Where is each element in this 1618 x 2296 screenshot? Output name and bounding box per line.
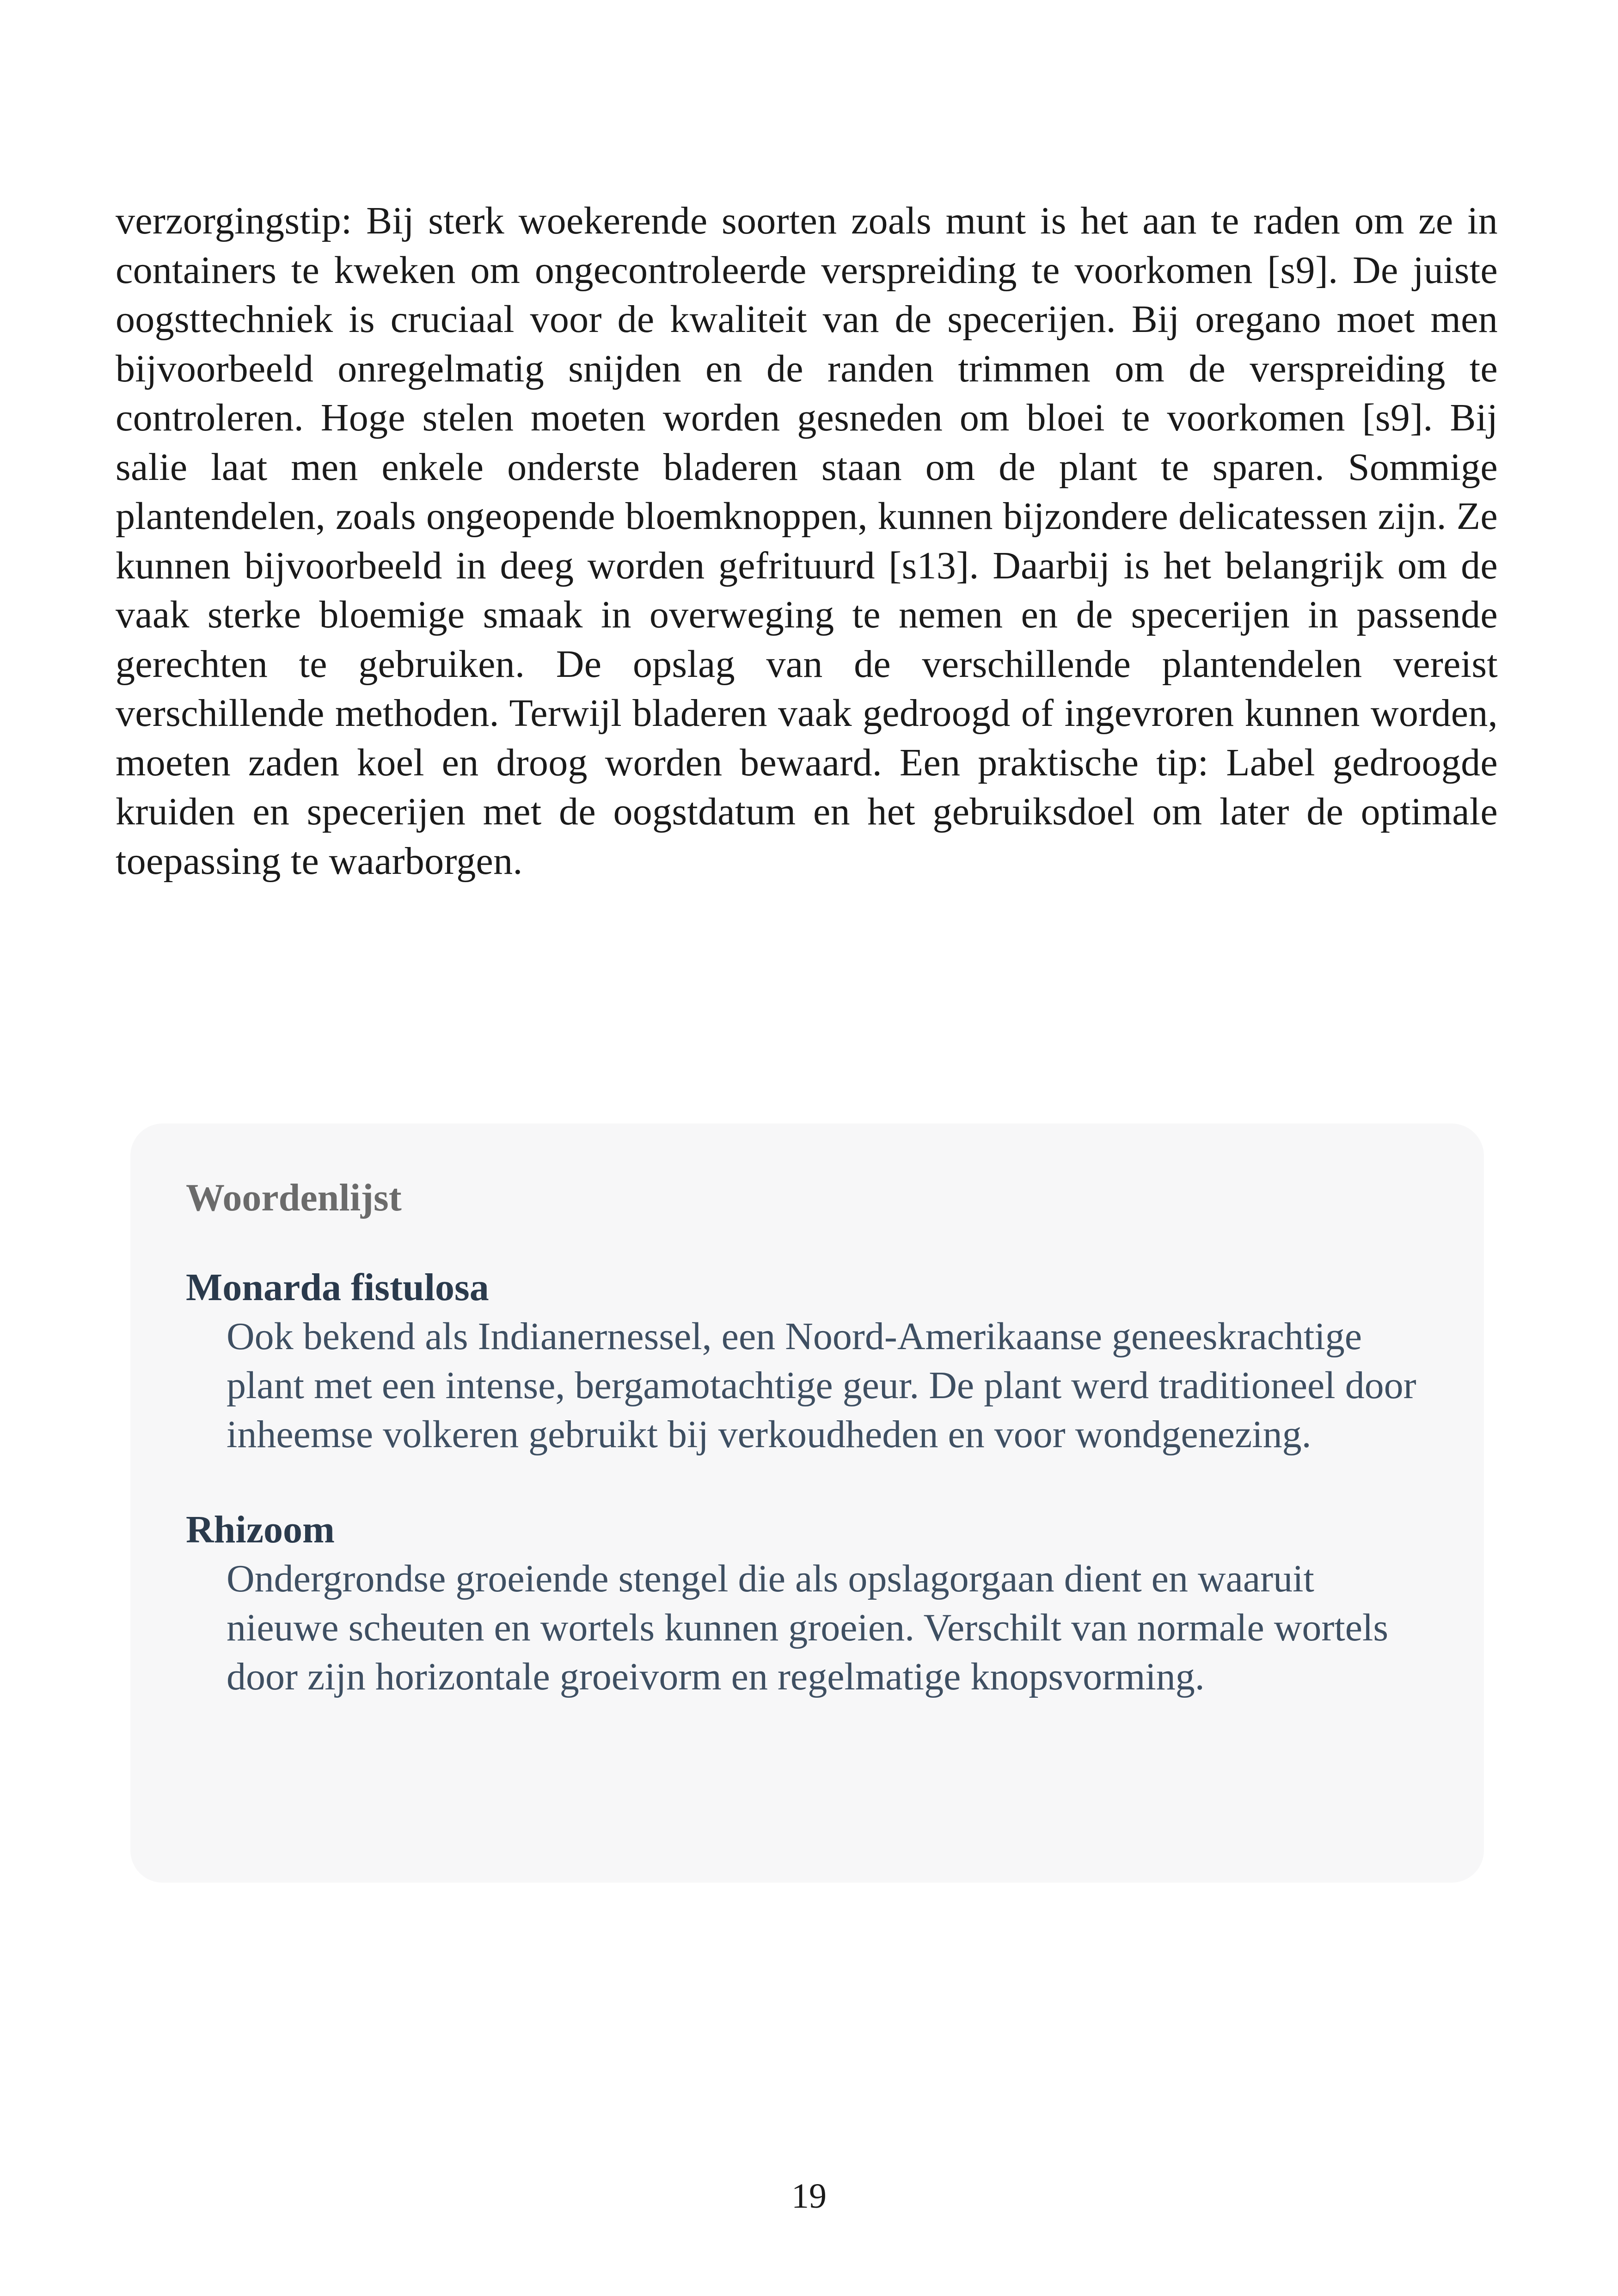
page-number: 19 [791,2177,827,2216]
glossary-entry [186,1263,1428,1459]
glossary-box [130,1123,1484,1883]
glossary-entry [186,1505,1428,1701]
glossary-title: Woordenlijst [186,1176,402,1219]
glossary-term: Rhizoom [186,1508,335,1551]
body-paragraph: verzorgingstip: Bij sterk woekerende soorten zoals munt is het aan te raden om ze in containers te kweken om ongecontroleerde verspreiding te voorkomen [s9]. De juiste oogsttechniek is cruciaal voor de kwaliteit van de specerijen. Bij oregano moet men bijvoorbeeld onregelmatig snijden en de randen trimmen om de verspreiding te controleren. Hoge stelen moeten worden gesneden om bloei te voorkomen [s9]. Bij salie laat men enkele onderste bladeren staan om de plant te sparen. Sommige plantendelen, zoals ongeopende bloemknoppen, kunnen bijzondere delicatessen zijn. Ze kunnen bijvoorbeeld in deeg worden gefrituurd [s13]. Daarbij is het belangrijk om de vaak sterke bloemige smaak in overweging te nemen en de specerijen in passende gerechten te gebruiken. De opslag van de verschillende plantendelen vereist verschillende methoden. Terwijl bladeren vaak gedroogd of ingevroren kunnen worden, moeten zaden koel en droog worden bewaard. Een praktische tip: Label gedroogde kruiden en specerijen met de oogstdatum en het gebruiksdoel om later de optimale toepassing te waarborgen. [116,199,1498,883]
glossary-definition: Ondergrondse groeiende stengel die als opslagorgaan dient en waaruit nieuwe scheuten en wortels kunnen groeien. Verschilt van normale wortels door zijn horizontale groeivorm en regelmatige knopsvorming. [227,1557,1389,1698]
glossary-definition: Ook bekend als Indianernessel, een Noord-Amerikaanse geneeskrachtige plant met een intense, bergamotachtige geur. De plant werd traditioneel door inheemse volkeren gebruikt bij verkoudheden en voor wondgenezing. [227,1315,1416,1456]
glossary-term: Monarda fistulosa [186,1266,489,1309]
